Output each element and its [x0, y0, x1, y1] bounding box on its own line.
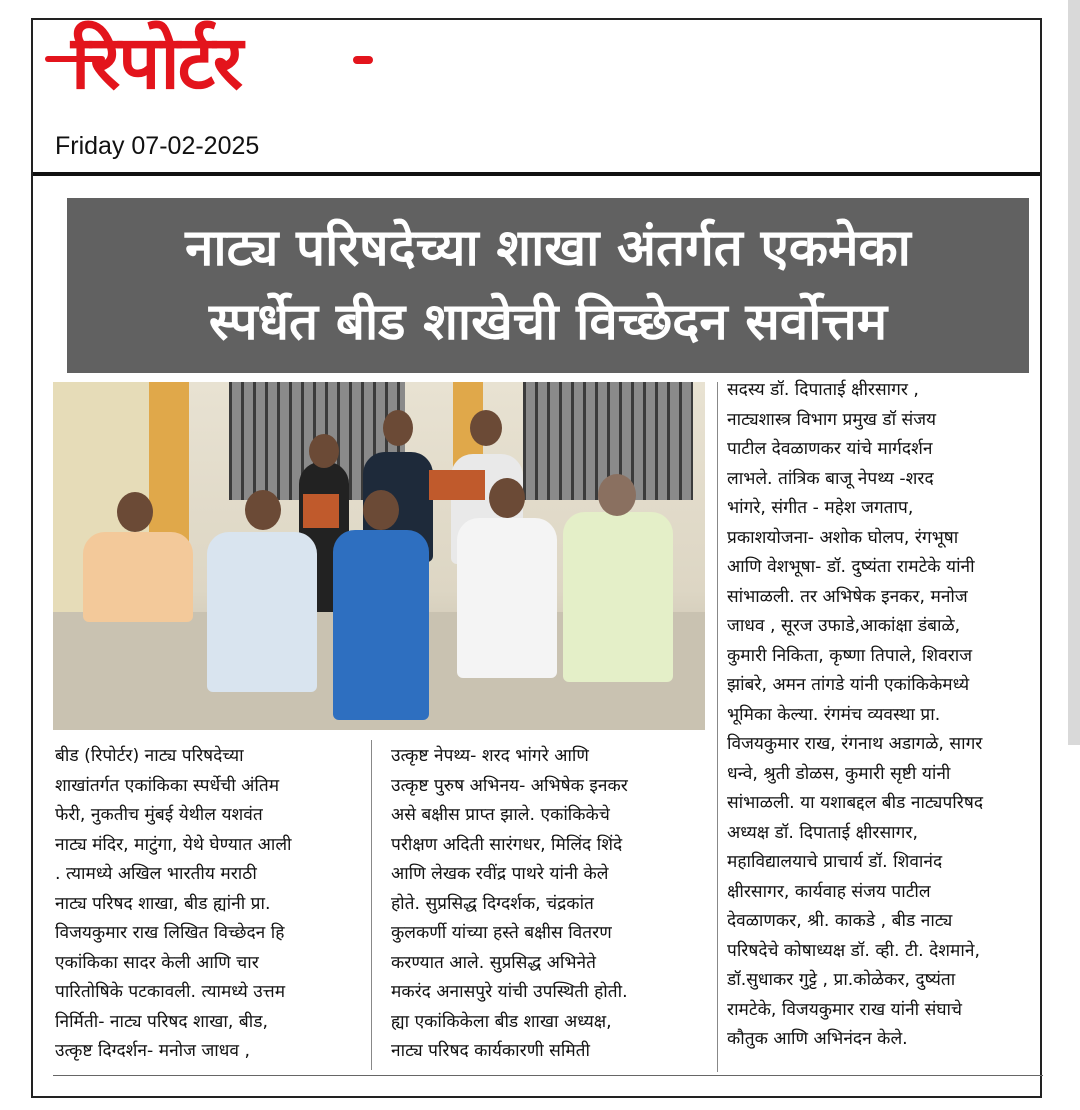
- photo-head: [309, 434, 339, 468]
- masthead: [33, 20, 1040, 178]
- scrollbar[interactable]: [1068, 0, 1080, 745]
- photo-head: [245, 490, 281, 530]
- photo-person: [333, 530, 429, 720]
- article-line: उत्कृष्ट नेपथ्य- शरद भांगरे आणि: [391, 746, 589, 766]
- photo-person: [83, 532, 193, 622]
- pen-tip-icon: [353, 56, 373, 64]
- photo-head: [489, 478, 525, 518]
- article-line: महाविद्यालयाचे प्राचार्य डॉ. शिवानंद: [727, 852, 943, 872]
- article-line: पाटील देवळाणकर यांचे मार्गदर्शन: [727, 439, 933, 459]
- article-line: डॉ.सुधाकर गुट्टे , प्रा.कोळेकर, दुष्यंता: [727, 970, 956, 990]
- issue-date: Friday 07-02-2025: [55, 132, 260, 160]
- article-line: उत्कृष्ट दिग्दर्शन- मनोज जाधव ,: [55, 1041, 250, 1061]
- article-line: करण्यात आले. सुप्रसिद्ध अभिनेते: [391, 952, 596, 973]
- photo-head: [117, 492, 153, 532]
- article-line: लाभले. तांत्रिक बाजू नेपथ्य -शरद: [727, 468, 934, 489]
- article-column-3: [727, 376, 1041, 1055]
- article-line: होते. सुप्रसिद्ध दिग्दर्शक, चंद्रकांत: [391, 893, 594, 914]
- photo-person: [563, 512, 673, 682]
- column-divider: [717, 382, 718, 1072]
- photo-person: [457, 518, 557, 678]
- article-line: ह्या एकांकिकेला बीड शाखा अध्यक्ष,: [391, 1011, 612, 1032]
- article-line: नाट्यशास्त्र विभाग प्रमुख डॉ संजय: [727, 409, 937, 430]
- article-line: नाट्य मंदिर, माटुंगा, येथे घेण्यात आली: [55, 834, 292, 855]
- article-line: धन्वे, श्रुती डोळस, कुमारी सृष्टी यांनी: [727, 763, 951, 784]
- photo-person: [207, 532, 317, 692]
- masthead-rule: [33, 172, 1040, 176]
- article-line: नाट्य परिषद शाखा, बीड ह्यांनी प्रा.: [55, 893, 271, 914]
- article-line: भांगरे, संगीत - महेश जगताप,: [727, 498, 914, 518]
- article-line: विजयकुमार राख, रंगनाथ अडागळे, सागर: [727, 734, 983, 754]
- photo-head: [363, 490, 399, 530]
- article-line: कुलकर्णी यांच्या हस्ते बक्षीस वितरण: [391, 923, 612, 943]
- article-line: परिषदेचे कोषाध्यक्ष डॉ. व्ही. टी. देशमाने,: [727, 940, 980, 961]
- article-column-2: [391, 742, 709, 1067]
- photo-head: [383, 410, 413, 446]
- article-line: क्षीरसागर, कार्यवाह संजय पाटील: [727, 881, 931, 902]
- article-column-1: [55, 742, 361, 1067]
- article-line: पारितोषिके पटकावली. त्यामध्ये उत्तम: [55, 982, 286, 1002]
- article-line: आणि वेशभूषा- डॉ. दुष्यंता रामटेके यांनी: [727, 557, 975, 577]
- headline-line-1: नाट्य परिषदेच्या शाखा अंतर्गत एकमेका: [185, 219, 911, 278]
- article-line: मकरंद अनासपुरे यांची उपस्थिती होती.: [391, 982, 628, 1002]
- article-line: रामटेके, विजयकुमार राख यांनी संघाचे: [727, 999, 962, 1020]
- article-line: उत्कृष्ट पुरुष अभिनय- अभिषेक इनकर: [391, 775, 628, 796]
- headline-banner: [67, 198, 1029, 373]
- article-line: शाखांतर्गत एकांकिका स्पर्धेची अंतिम: [55, 775, 280, 796]
- photo-trophy: [303, 494, 339, 528]
- photo-trophy: [429, 470, 485, 500]
- photo-head: [470, 410, 502, 446]
- headline-line-2: स्पर्धेत बीड शाखेची विच्छेदन सर्वोत्तम: [208, 293, 888, 352]
- newspaper-clipping: [31, 18, 1042, 1098]
- photo-head: [598, 474, 636, 516]
- photo-pillar: [149, 382, 189, 552]
- article-line: बीड (रिपोर्टर) नाट्य परिषदेच्या: [55, 746, 244, 766]
- article-line: सांभाळली. या यशाबद्दल बीड नाट्यपरिषद: [727, 793, 983, 813]
- article-line: परीक्षण अदिती सारंगधर, मिलिंद शिंदे: [391, 834, 623, 855]
- article-line: सदस्य डॉ. दिपाताई क्षीरसागर ,: [727, 380, 919, 400]
- article-line: भूमिका केल्या. रंगमंच व्यवस्था प्रा.: [727, 704, 941, 725]
- article-line: विजयकुमार राख लिखित विच्छेदन हि: [55, 923, 285, 943]
- article-line: झांबरे, अमन तांगडे यांनी एकांकिकेमध्ये: [727, 675, 970, 695]
- headline: [67, 198, 1029, 360]
- article-line: देवळाणकर, श्री. काकडे , बीड नाट्य: [727, 911, 953, 931]
- article-line: कौतुक आणि अभिनंदन केले.: [727, 1029, 908, 1049]
- article-line: सांभाळली. तर अभिषेक इनकर, मनोज: [727, 586, 968, 607]
- column-divider: [371, 740, 372, 1070]
- bottom-rule: [53, 1075, 1043, 1076]
- article-line: कुमारी निकिता, कृष्णा तिपाले, शिवराज: [727, 645, 973, 666]
- article-line: फेरी, नुकतीच मुंबई येथील यशवंत: [55, 805, 263, 825]
- article-line: असे बक्षीस प्राप्त झाले. एकांकिकेचे: [391, 805, 610, 825]
- article-line: निर्मिती- नाट्य परिषद शाखा, बीड,: [55, 1011, 268, 1032]
- article-line: नाट्य परिषद कार्यकारणी समिती: [391, 1041, 590, 1061]
- article-line: अध्यक्ष डॉ. दिपाताई क्षीरसागर,: [727, 822, 918, 843]
- newspaper-logo: रिपोर्टर: [71, 20, 242, 106]
- article-line: आणि लेखक रवींद्र पाथरे यांनी केले: [391, 864, 609, 884]
- article-line: एकांकिका सादर केली आणि चार: [55, 952, 259, 973]
- article-line: . त्यामध्ये अखिल भारतीय मराठी: [55, 864, 257, 884]
- article-line: जाधव , सूरज उफाडे,आकांक्षा डंबाळे,: [727, 616, 961, 636]
- group-photo: [53, 382, 705, 730]
- article-line: प्रकाशयोजना- अशोक घोलप, रंगभूषा: [727, 527, 959, 548]
